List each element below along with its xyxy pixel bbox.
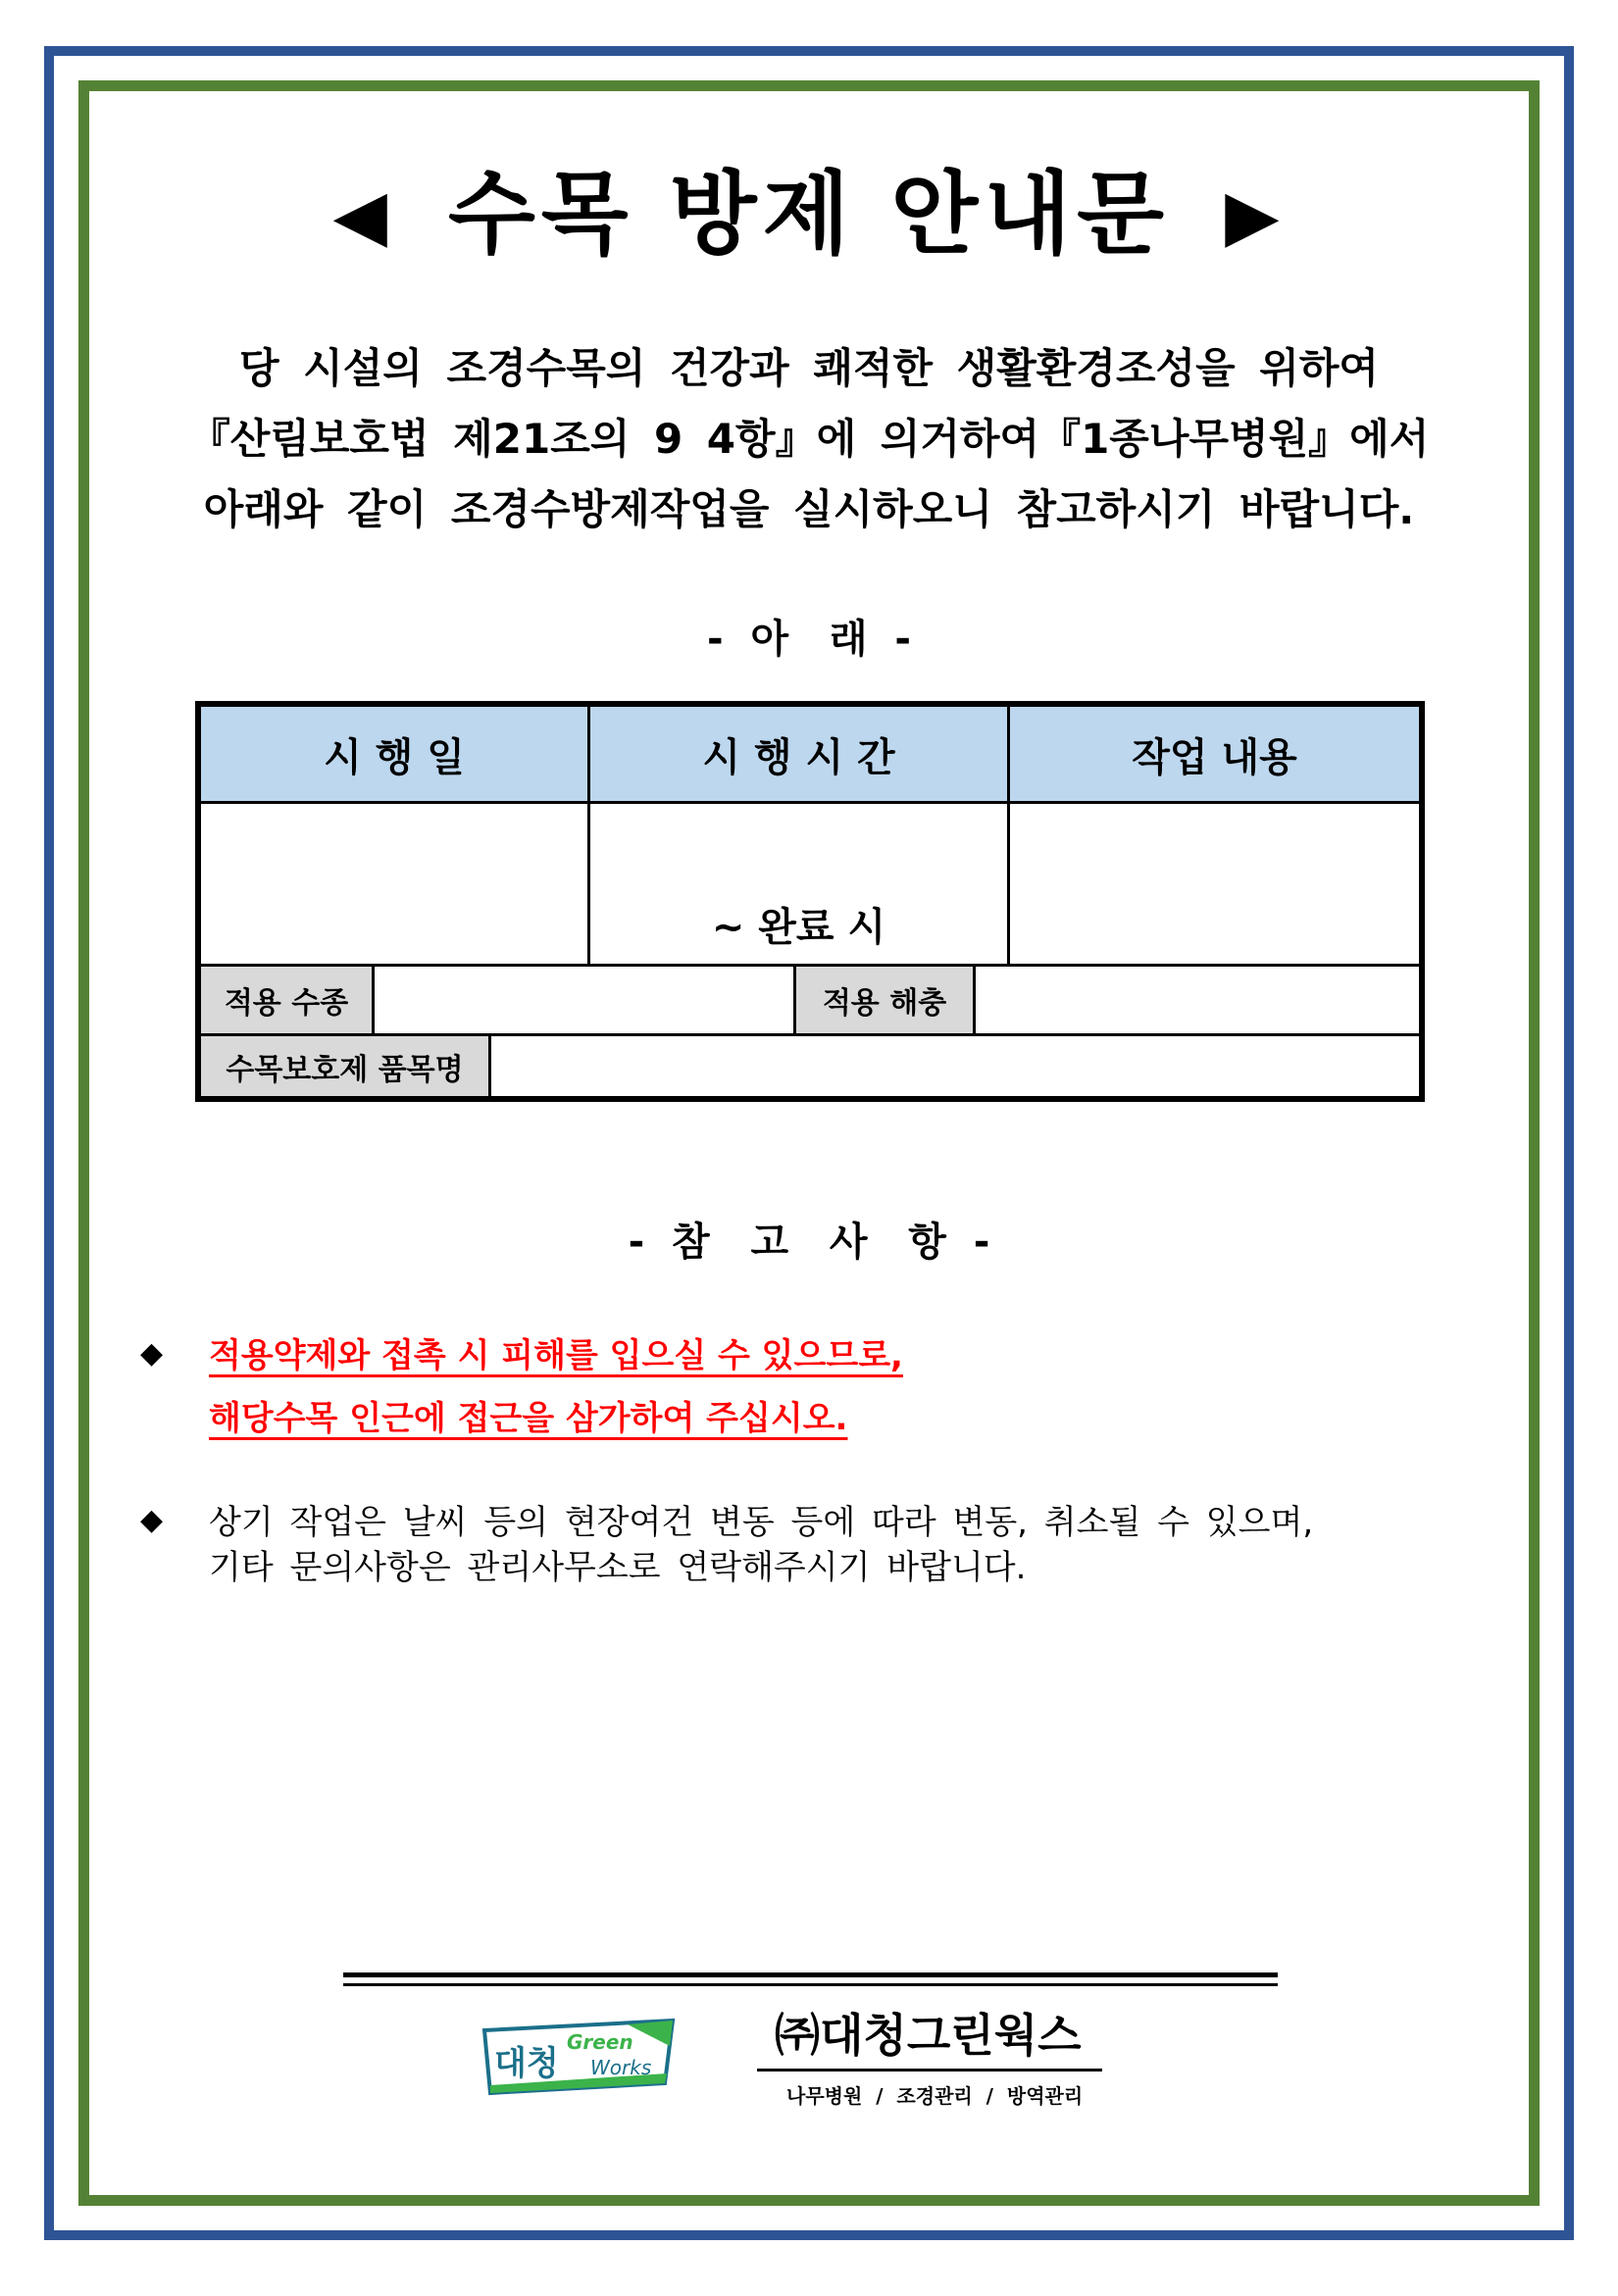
- logo-green: Green: [567, 2030, 633, 2054]
- date-value-cell[interactable]: [201, 804, 587, 964]
- title-word-3: 안내문: [890, 162, 1171, 267]
- page-title: [0, 142, 1618, 272]
- pest-label: 적용 해충: [796, 967, 973, 1033]
- company-tagline: 나무병원 / 조경관리 / 방역관리: [786, 2084, 1084, 2108]
- company-name: ㈜대청그린웍스: [775, 2009, 1082, 2062]
- right-triangle-icon: ▶: [1225, 174, 1286, 256]
- footer-rule-thick: [343, 1972, 1278, 1977]
- below-heading: - 아 래 -: [707, 617, 911, 662]
- time-value-cell[interactable]: [590, 804, 1007, 964]
- time-value: ~ 완료 시: [711, 905, 886, 950]
- title-word-1: 수목: [447, 162, 634, 267]
- notes-heading: - 참 고 사 항 -: [628, 1220, 990, 1265]
- company-logo: [480, 2017, 682, 2097]
- product-name-label: 수목보호제 품목명: [201, 1036, 488, 1096]
- info-line-2: 기타 문의사항은 관리사무소로 연락해주시기 바랍니다.: [209, 1548, 1027, 1587]
- title-word-2: 방제: [669, 162, 856, 267]
- warning-line-1: 적용약제와 접촉 시 피해를 입으실 수 있으므로,: [209, 1336, 903, 1375]
- header-work: 작업 내용: [1010, 707, 1419, 801]
- warning-line-2: 해당수목 인근에 접근을 삼가하여 주십시오.: [209, 1399, 848, 1438]
- left-triangle-icon: ◀: [332, 174, 393, 256]
- logo-works: Works: [590, 2056, 652, 2079]
- pest-value[interactable]: [976, 967, 1419, 1033]
- header-time: 시 행 시 간: [590, 707, 1007, 801]
- intro-line-1: 당 시설의 조경수목의 건강과 쾌적한 생활환경조성을 위하여: [238, 344, 1380, 392]
- intro-line-2: 『산림보호법 제21조의 9 4항』에 의거하여『1종나무병원』에서: [188, 415, 1430, 463]
- logo-korean: 대청: [494, 2044, 559, 2083]
- intro-paragraph: [147, 333, 1471, 545]
- intro-line-3: 아래와 같이 조경수방제작업을 실시하오니 참고하시기 바랍니다.: [203, 485, 1415, 533]
- footer-rule-thin: [343, 1983, 1278, 1986]
- product-name-value[interactable]: [491, 1036, 1419, 1096]
- diamond-bullet-icon: ◆: [140, 1336, 164, 1371]
- work-schedule-table: [195, 701, 1425, 1102]
- diamond-bullet-icon: ◆: [140, 1503, 164, 1537]
- tree-species-value[interactable]: [375, 967, 793, 1033]
- tree-species-label: 적용 수종: [201, 967, 372, 1033]
- header-date: 시 행 일: [201, 707, 587, 801]
- company-underline: [757, 2069, 1102, 2071]
- work-value-cell[interactable]: [1010, 804, 1419, 964]
- info-line-1: 상기 작업은 날씨 등의 현장여건 변동 등에 따라 변동, 취소될 수 있으며,: [209, 1503, 1314, 1542]
